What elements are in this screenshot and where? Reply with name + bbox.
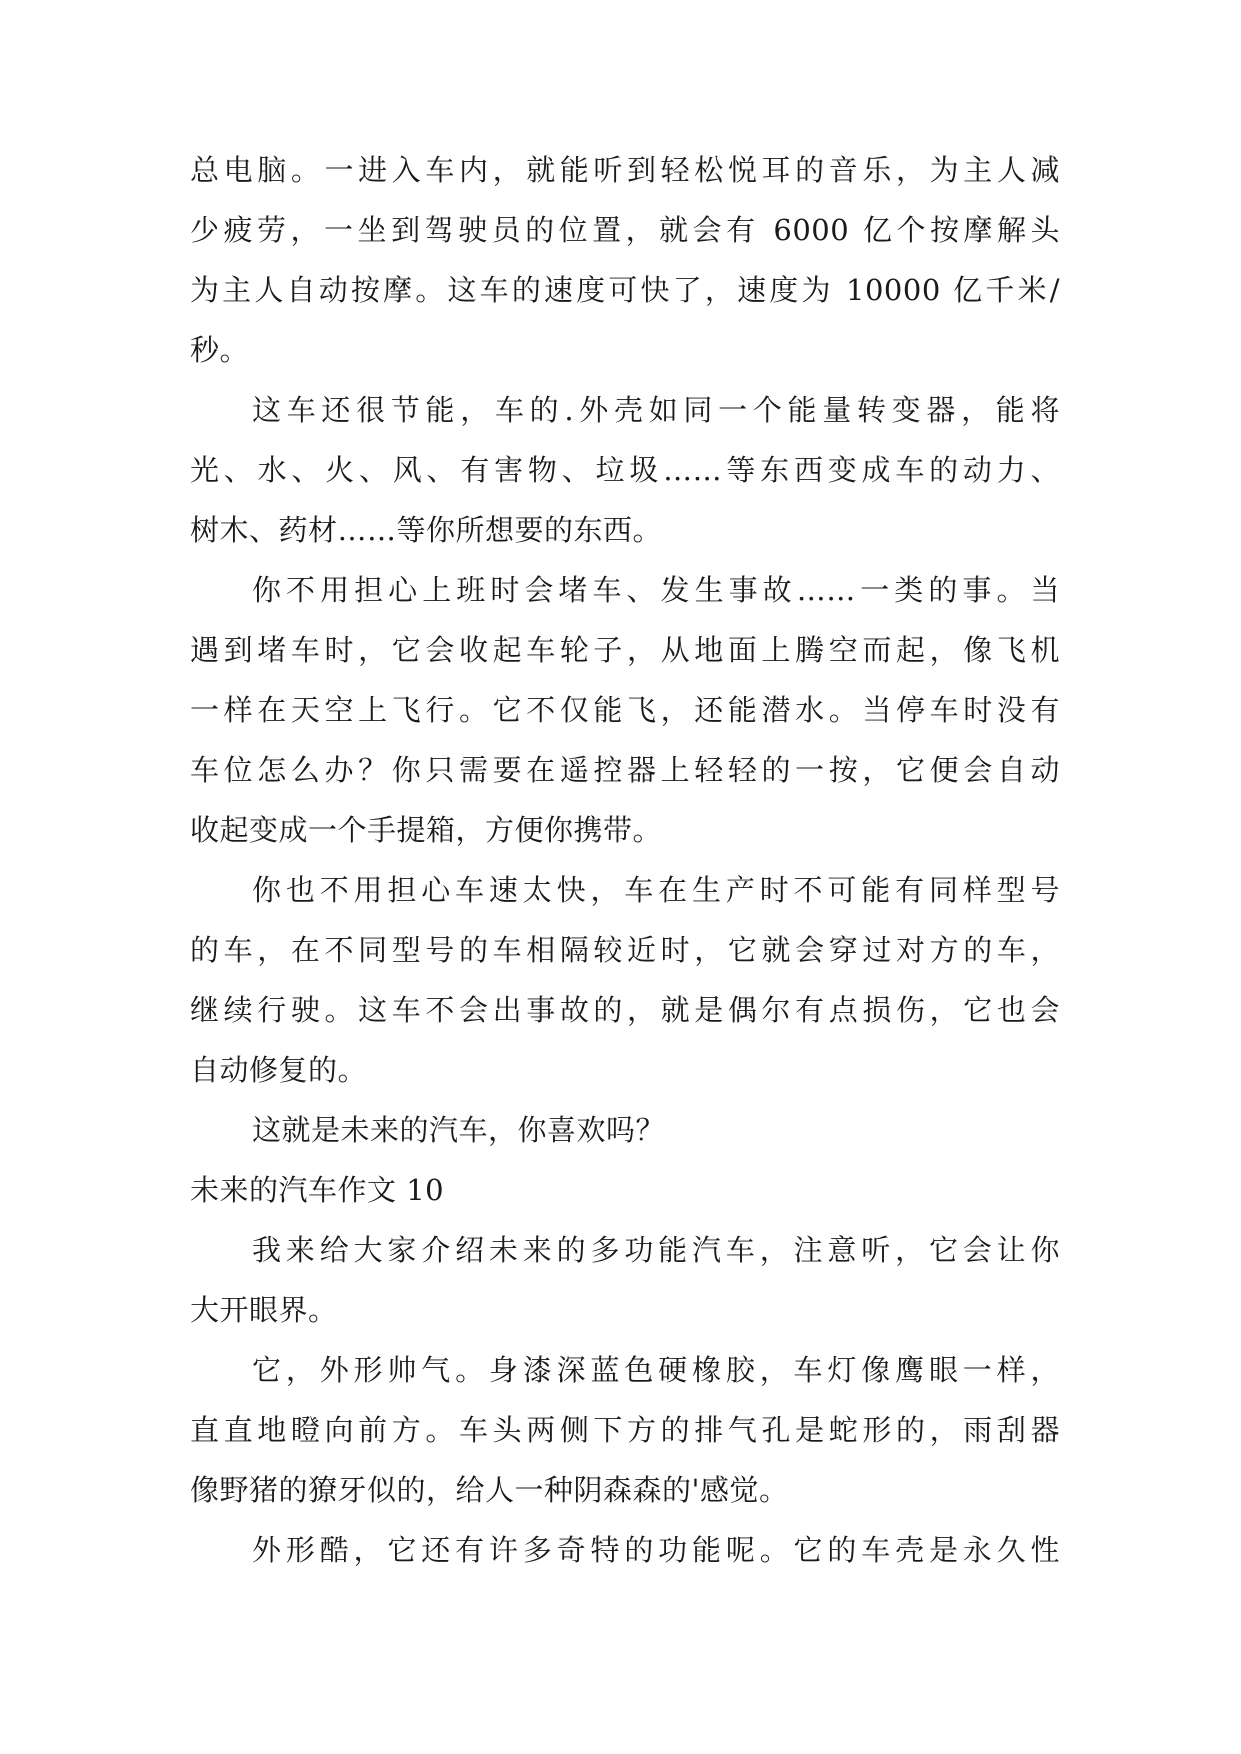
paragraph-line: 为主人自动按摩。这车的速度可快了，速度为 10000 亿千米/ (190, 273, 1060, 307)
paragraph-line: 像野猪的獠牙似的，给人一种阴森森的'感觉。 (190, 1473, 789, 1507)
paragraph-line: 继续行驶。这车不会出事故的，就是偶尔有点损伤，它也会 (190, 993, 1060, 1027)
paragraph-line: 秒。 (190, 333, 250, 367)
paragraph-line: 我来给大家介绍未来的多功能汽车，注意听，它会让你 (252, 1233, 1060, 1267)
paragraph-line: 你也不用担心车速太快，车在生产时不可能有同样型号 (252, 873, 1060, 907)
paragraph-line: 这车还很节能，车的.外壳如同一个能量转变器，能将 (252, 393, 1060, 427)
paragraph-line: 大开眼界。 (190, 1293, 338, 1327)
paragraph-line: 的车，在不同型号的车相隔较近时，它就会穿过对方的车， (190, 933, 1060, 967)
paragraph-line: 外形酷，它还有许多奇特的功能呢。它的车壳是永久性 (252, 1533, 1060, 1567)
paragraph-line: 直直地瞪向前方。车头两侧下方的排气孔是蛇形的，雨刮器 (190, 1413, 1060, 1447)
paragraph-line: 树木、药材……等你所想要的东西。 (190, 513, 663, 547)
paragraph-line: 收起变成一个手提箱，方便你携带。 (190, 813, 663, 847)
paragraph-line: 这就是未来的汽车，你喜欢吗？ (252, 1113, 666, 1147)
paragraph-line: 光、水、火、风、有害物、垃圾……等东西变成车的动力、 (190, 453, 1060, 487)
paragraph-line: 你不用担心上班时会堵车、发生事故……一类的事。当 (252, 573, 1060, 607)
paragraph-line: 遇到堵车时，它会收起车轮子，从地面上腾空而起，像飞机 (190, 633, 1060, 667)
paragraph-line: 一样在天空上飞行。它不仅能飞，还能潜水。当停车时没有 (190, 693, 1060, 727)
paragraph-line: 总电脑。一进入车内，就能听到轻松悦耳的音乐，为主人减 (190, 153, 1060, 187)
paragraph-line: 它，外形帅气。身漆深蓝色硬橡胶，车灯像鹰眼一样， (252, 1353, 1060, 1387)
paragraph-line: 少疲劳，一坐到驾驶员的位置，就会有 6000 亿个按摩解头 (190, 213, 1060, 247)
paragraph-line: 车位怎么办？你只需要在遥控器上轻轻的一按，它便会自动 (190, 753, 1060, 787)
section-title: 未来的汽车作文 10 (190, 1173, 445, 1207)
paragraph-line: 自动修复的。 (190, 1053, 368, 1087)
